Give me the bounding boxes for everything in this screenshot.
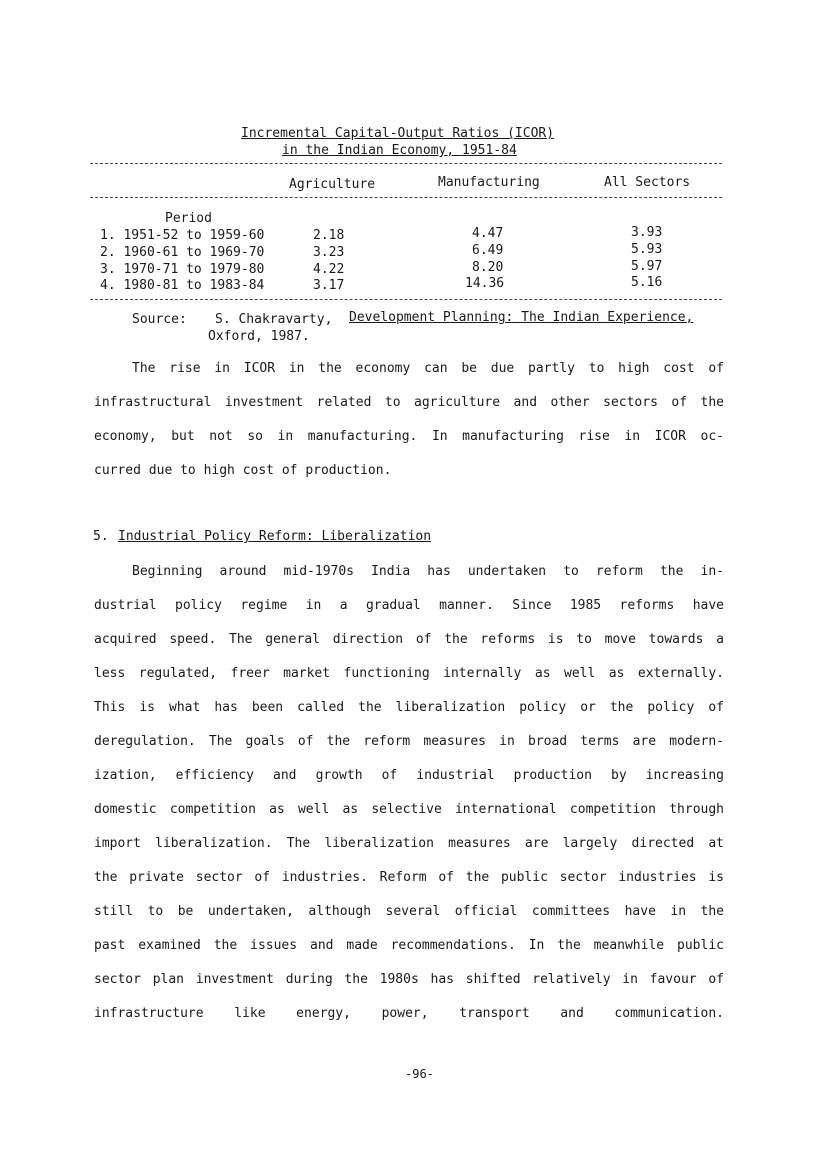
row-manufacturing: 6.49 [472,243,504,258]
text-line: curred due to high cost of production. [94,463,392,478]
text-line: domestic competition as well as selective international competition through [94,802,724,817]
source-book-title: Development Planning: The Indian Experience, [349,310,694,325]
text-line: sector plan investment during the 1980s has shifted relatively in favour of [94,972,724,987]
text-line: the private sector of industries. Reform of the public sector industries is [94,870,724,885]
table-title-line1: Incremental Capital-Output Ratios (ICOR) [241,126,555,141]
text-line: deregulation. The goals of the reform measures in broad terms are modern- [94,734,724,749]
row-period: 1. 1951-52 to 1959-60 [100,228,265,243]
text-line: Beginning around mid-1970s India has undertaken to reform the in- [132,564,724,579]
row-period: 2. 1960-61 to 1969-70 [100,245,265,260]
row-all-sectors: 5.93 [631,242,663,257]
text-line: economy, but not so in manufacturing. In manufacturing rise in ICOR oc- [94,429,724,444]
col-header-all-sectors: All Sectors [604,175,691,190]
table-rule-bottom [90,299,722,300]
text-line: still to be undertaken, although several official committees have in the [94,904,724,919]
text-line: past examined the issues and made recommendations. In the meanwhile public [94,938,724,953]
text-line: acquired speed. The general direction of the reforms is to move towards a [94,632,724,647]
period-label: Period [165,211,212,226]
table-title-line2: in the Indian Economy, 1951-84 [282,143,517,158]
text-line: dustrial policy regime in a gradual manner. Since 1985 reforms have [94,598,724,613]
row-agriculture: 3.23 [313,245,345,260]
source-publisher: Oxford, 1987. [208,329,310,344]
text-line: less regulated, freer market functioning internally as well as externally. [94,666,724,681]
row-manufacturing: 4.47 [472,226,504,241]
paragraph-icor [94,352,724,488]
text-line: infrastructure like energy, power, transport and communication. [94,1006,724,1021]
row-manufacturing: 8.20 [472,260,504,275]
source-author: S. Chakravarty, [215,312,333,327]
text-line: import liberalization. The liberalization measures are largely directed at [94,836,724,851]
col-header-manufacturing: Manufacturing [438,175,540,190]
row-period: 4. 1980-81 to 1983-84 [100,278,265,293]
row-all-sectors: 5.97 [631,259,663,274]
row-all-sectors: 5.16 [631,275,663,290]
row-agriculture: 4.22 [313,262,345,277]
paragraph-liberalization [94,555,724,1031]
page-number: -96- [405,1067,434,1081]
table-rule-header [90,197,722,198]
row-period: 3. 1970-71 to 1979-80 [100,262,265,277]
text-line: The rise in ICOR in the economy can be due partly to high cost of [132,361,724,376]
row-agriculture: 2.18 [313,228,345,243]
section-number: 5. [93,529,109,544]
row-all-sectors: 3.93 [631,225,663,240]
row-manufacturing: 14.36 [465,276,505,291]
col-header-agriculture: Agriculture [289,177,376,192]
text-line: infrastructural investment related to agriculture and other sectors of the [94,395,724,410]
text-line: ization, efficiency and growth of industrial production by increasing [94,768,724,783]
source-label: Source: [132,312,187,327]
row-agriculture: 3.17 [313,278,345,293]
table-rule-top [90,163,722,164]
text-line: This is what has been called the liberalization policy or the policy of [94,700,724,715]
section-title: Industrial Policy Reform: Liberalization [118,529,432,544]
